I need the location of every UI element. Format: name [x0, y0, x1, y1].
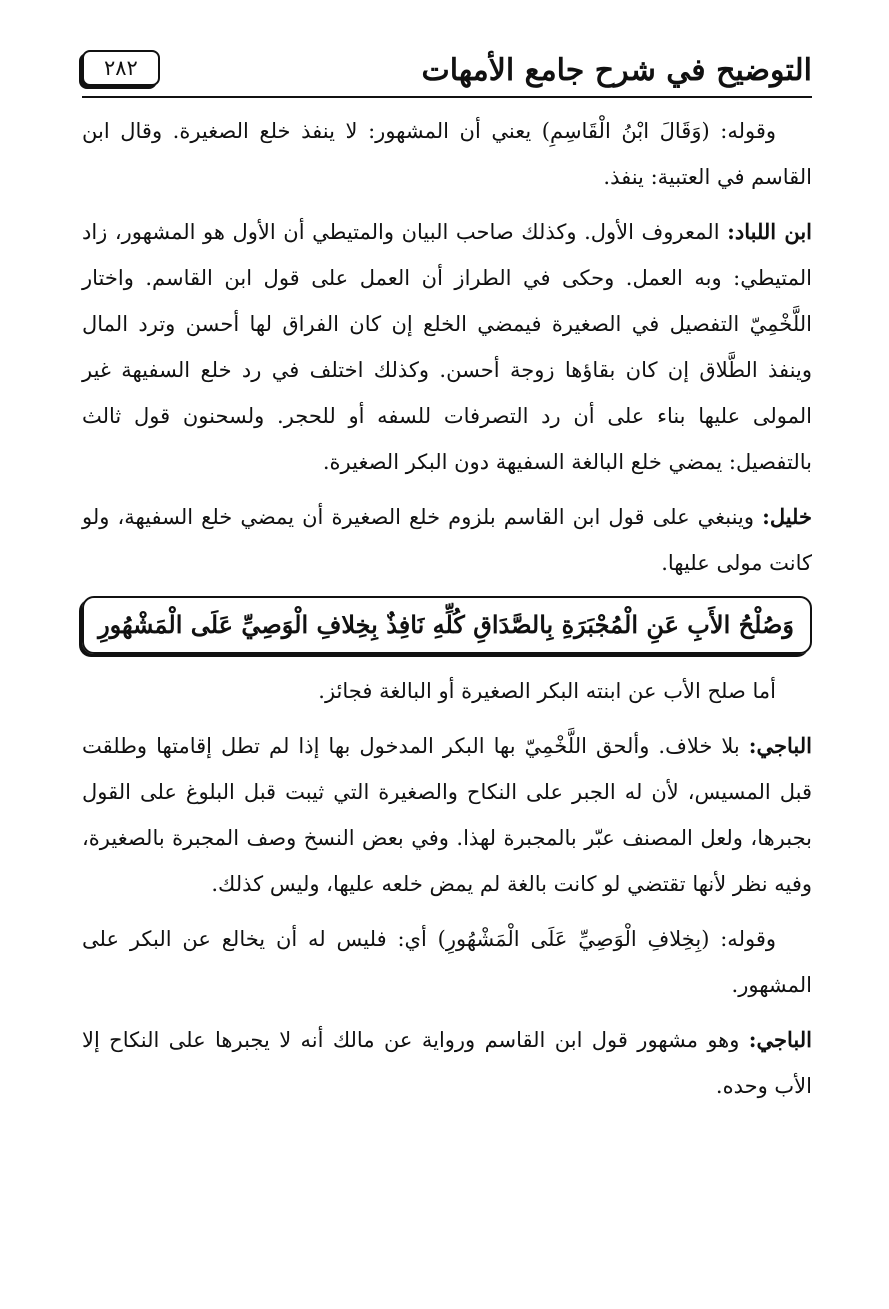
speaker-label: ابن اللباد:	[727, 219, 812, 244]
matn-box: وَصُلْحُ الأَبِ عَنِ الْمُجْبَرَةِ بِالصَّدَاقِ كُلِّهِ نَافِذٌ بِخِلافِ الْوَصِيِّ عَلَى الْمَشْهُورِ	[82, 596, 812, 654]
paragraph-text: بلا خلاف. وألحق اللَّخْمِيّ بها البكر المدخول بها إذا لم تطل إقامتها وطلقت قبل المسيس، لأن له الجبر على النكاح والصغيرة التي ثيبت قبل البلوغ على القول بجبرها، ولعل المصنف عبّر بالمجبرة لهذا. وفي بعض النسخ وصف المجبرة بالصغيرة، وفيه نظر لأنها تقتضي لو كانت بالغة لم يمض خلعه عليها، وليس كذلك.	[82, 734, 812, 896]
paragraph	[82, 1017, 812, 1109]
paragraph-text: وقوله: (وَقَالَ ابْنُ الْقَاسِمِ) يعني أن المشهور: لا ينفذ خلع الصغيرة. وقال ابن القاسم في العتبية: ينفذ.	[82, 119, 812, 189]
page-header	[82, 40, 812, 92]
paragraph	[82, 494, 812, 586]
speaker-label: الباجي:	[748, 1027, 812, 1052]
paragraph-text: أما صلح الأب عن ابنته البكر الصغيرة أو البالغة فجائز.	[318, 679, 776, 703]
speaker-label: الباجي:	[748, 733, 812, 758]
paragraph-text: وقوله: (بِخِلافِ الْوَصِيِّ عَلَى الْمَشْهُورِ) أي: فليس له أن يخالع عن البكر على المشهور.	[82, 927, 812, 997]
paragraph-text: وينبغي على قول ابن القاسم بلزوم خلع الصغيرة أن يمضي خلع السفيهة، ولو كانت مولى عليها.	[82, 505, 812, 575]
running-title: التوضيح في شرح جامع الأمهات	[421, 53, 812, 88]
paragraph	[82, 209, 812, 485]
main-text	[82, 108, 812, 1118]
header-divider	[82, 96, 812, 98]
paragraph-text: المعروف الأول. وكذلك صاحب البيان والمتيطي أن الأول هو المشهور، زاد المتيطي: وبه العمل. وحكى في الطراز أن العمل على قول ابن القاسم. واختار اللَّخْمِيّ التفصيل في الصغيرة فيمضي الخلع إن كان الفراق لها أحسن وترد المال وينفذ الطَّلاق إن كان بقاؤها زوجة أحسن. وكذلك اختلف في رد خلع السفيهة غير المولى عليها بناء على أن رد التصرفات للسفه أو للحجر. ولسحنون قول ثالث بالتفصيل: يمضي خلع البالغة السفيهة دون البكر الصغيرة.	[82, 220, 812, 474]
paragraph	[82, 108, 812, 200]
paragraph-text: وهو مشهور قول ابن القاسم ورواية عن مالك أنه لا يجبرها على النكاح إلا الأب وحده.	[82, 1028, 812, 1098]
paragraph	[82, 723, 812, 907]
paragraph	[82, 668, 812, 714]
paragraph	[82, 916, 812, 1008]
speaker-label: خليل:	[762, 504, 812, 529]
page-number: ٢٨٢	[82, 50, 160, 86]
